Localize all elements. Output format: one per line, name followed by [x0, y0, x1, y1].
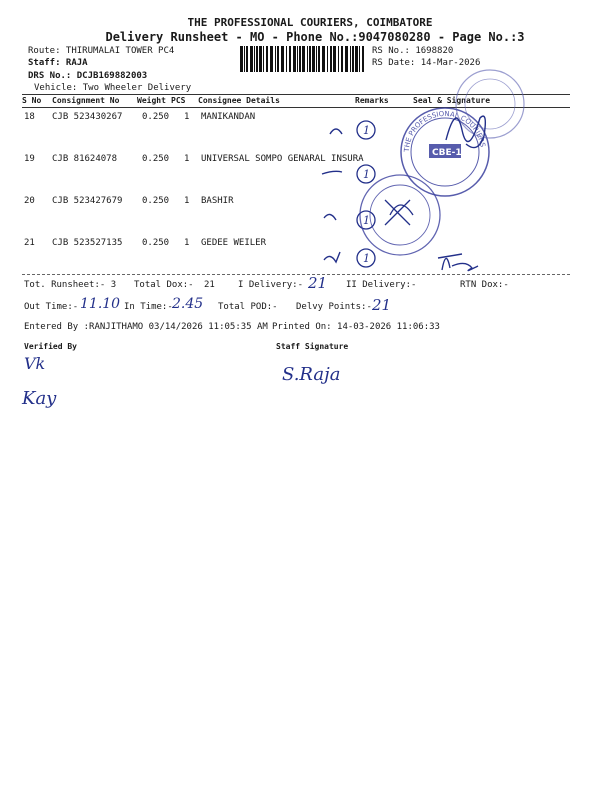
barcode-bar	[244, 46, 245, 72]
barcode-bar	[302, 46, 305, 72]
staff-signature-label: Staff Signature	[276, 342, 349, 351]
barcode-bar	[246, 46, 248, 72]
row-consignment: CJB 523430267	[52, 112, 123, 122]
col-consignee: Consignee Details	[198, 96, 280, 105]
barcode-bar	[312, 46, 315, 72]
col-remarks: Remarks	[355, 96, 389, 105]
barcode-bar	[359, 46, 360, 72]
barcode-bar	[270, 46, 273, 72]
barcode-bar	[316, 46, 317, 72]
col-consignment: Consignment No	[52, 96, 120, 105]
barcode-bar	[256, 46, 258, 72]
barcode-bar	[362, 46, 364, 72]
barcode-bar	[330, 46, 332, 72]
total-pod-label: Total POD:-	[218, 302, 278, 312]
barcode-bar	[327, 46, 328, 72]
barcode-bar	[263, 46, 264, 72]
barcode-bar	[281, 46, 284, 72]
consignee-signature	[440, 100, 500, 160]
staff-label: Staff: RAJA	[28, 58, 88, 68]
col-weight: Weight	[137, 96, 166, 105]
out-time-label: Out Time:-	[24, 302, 79, 312]
svg-text:CBE-1: CBE-1	[432, 148, 462, 158]
barcode-bar	[240, 46, 243, 72]
svg-text:1: 1	[363, 124, 370, 137]
barcode-bar	[352, 46, 354, 72]
barcode-bar	[286, 46, 287, 72]
barcode-bar	[333, 46, 336, 72]
svg-text:1: 1	[363, 252, 370, 265]
consignee-signature	[432, 244, 492, 276]
row-consignee: GEDEE WEILER	[201, 238, 267, 248]
barcode-bar	[250, 46, 253, 72]
entered-by: Entered By :RANJITHAMO 03/14/2026 11:05:35 AM	[24, 322, 268, 332]
verified-initial: Vk	[24, 354, 46, 373]
drs-number: DRS No.: DCJB169882003	[28, 71, 148, 81]
barcode-bar	[299, 46, 301, 72]
row-sno: 19	[24, 154, 35, 164]
barcode-image	[240, 46, 366, 72]
delvy-points-label: Delvy Points:-	[296, 302, 372, 312]
delvy-points-value: 21	[372, 296, 392, 314]
i-delivery-value: 21	[308, 274, 328, 292]
vehicle-label: Vehicle: Two Wheeler Delivery	[34, 83, 192, 93]
barcode-bar	[338, 46, 339, 72]
svg-text:1: 1	[363, 168, 370, 181]
in-time-value: 2.45	[172, 296, 204, 312]
svg-text:1: 1	[363, 214, 370, 227]
printed-on: Printed On: 14-03-2026 11:06:33	[272, 322, 440, 332]
rs-number: RS No.: 1698820	[372, 46, 454, 56]
staff-signed: S.Raja	[282, 364, 341, 385]
out-time-value: 11.10	[80, 296, 121, 312]
row-sno: 20	[24, 196, 35, 206]
total-dox-value: 21	[204, 280, 215, 290]
barcode-bar	[318, 46, 320, 72]
barcode-bar	[293, 46, 296, 72]
barcode-bar	[275, 46, 276, 72]
row-consignee: BASHIR	[201, 196, 234, 206]
verified-signature: Kay	[22, 388, 57, 409]
route-label: Route: THIRUMALAI TOWER PC4	[28, 46, 175, 56]
row-consignee: MANIKANDAN	[201, 112, 256, 122]
summary-rule	[22, 274, 570, 275]
total-dox-label: Total Dox:-	[134, 280, 194, 290]
row-weight: 0.250	[142, 196, 170, 206]
row-consignment: CJB 523427679	[52, 196, 123, 206]
rs-date: RS Date: 14-Mar-2026	[372, 58, 481, 68]
row-weight: 0.250	[142, 154, 170, 164]
i-delivery-label: I Delivery:-	[238, 280, 304, 290]
row-pcs: 1	[184, 196, 190, 206]
row-weight: 0.250	[142, 112, 170, 122]
barcode-bar	[266, 46, 268, 72]
barcode-bar	[309, 46, 311, 72]
company-name: THE PROFESSIONAL COURIERS, COIMBATORE	[187, 16, 433, 29]
col-sno: S No	[22, 96, 42, 105]
ii-delivery-label: II Delivery:-	[346, 280, 417, 290]
row-consignee: UNIVERSAL SOMPO GENARAL INSURA	[201, 154, 364, 164]
row-sno: 18	[24, 112, 35, 122]
barcode-bar	[341, 46, 343, 72]
col-seal-signature: Seal & Signature	[413, 96, 491, 105]
barcode-bar	[322, 46, 325, 72]
col-pcs: PCS	[171, 96, 186, 105]
row-consignment: CJB 523527135	[52, 238, 123, 248]
remark-mark	[328, 118, 378, 144]
row-weight: 0.250	[142, 238, 170, 248]
row-pcs: 1	[184, 154, 190, 164]
row-pcs: 1	[184, 238, 190, 248]
barcode-bar	[355, 46, 358, 72]
barcode-bar	[254, 46, 255, 72]
row-sno: 21	[24, 238, 35, 248]
barcode-bar	[345, 46, 348, 72]
verified-by-label: Verified By	[24, 342, 77, 351]
row-consignment: CJB 81624078	[52, 154, 118, 164]
tot-runsheet: Tot. Runsheet:- 3	[24, 280, 117, 290]
barcode-bar	[289, 46, 291, 72]
barcode-bar	[307, 46, 308, 72]
svg-text:THE PROFESSIONAL COURIERS: THE PROFESSIONAL COURIERS	[402, 109, 487, 153]
barcode-bar	[259, 46, 262, 72]
sheet-title: Delivery Runsheet - MO - Phone No.:9047080280 - Page No.:3	[105, 30, 525, 44]
barcode-bar	[350, 46, 351, 72]
in-time-label: In Time:-	[124, 302, 173, 312]
rtn-dox-label: RTN Dox:-	[460, 280, 509, 290]
barcode-bar	[277, 46, 279, 72]
barcode-bar	[297, 46, 298, 72]
row-pcs: 1	[184, 112, 190, 122]
